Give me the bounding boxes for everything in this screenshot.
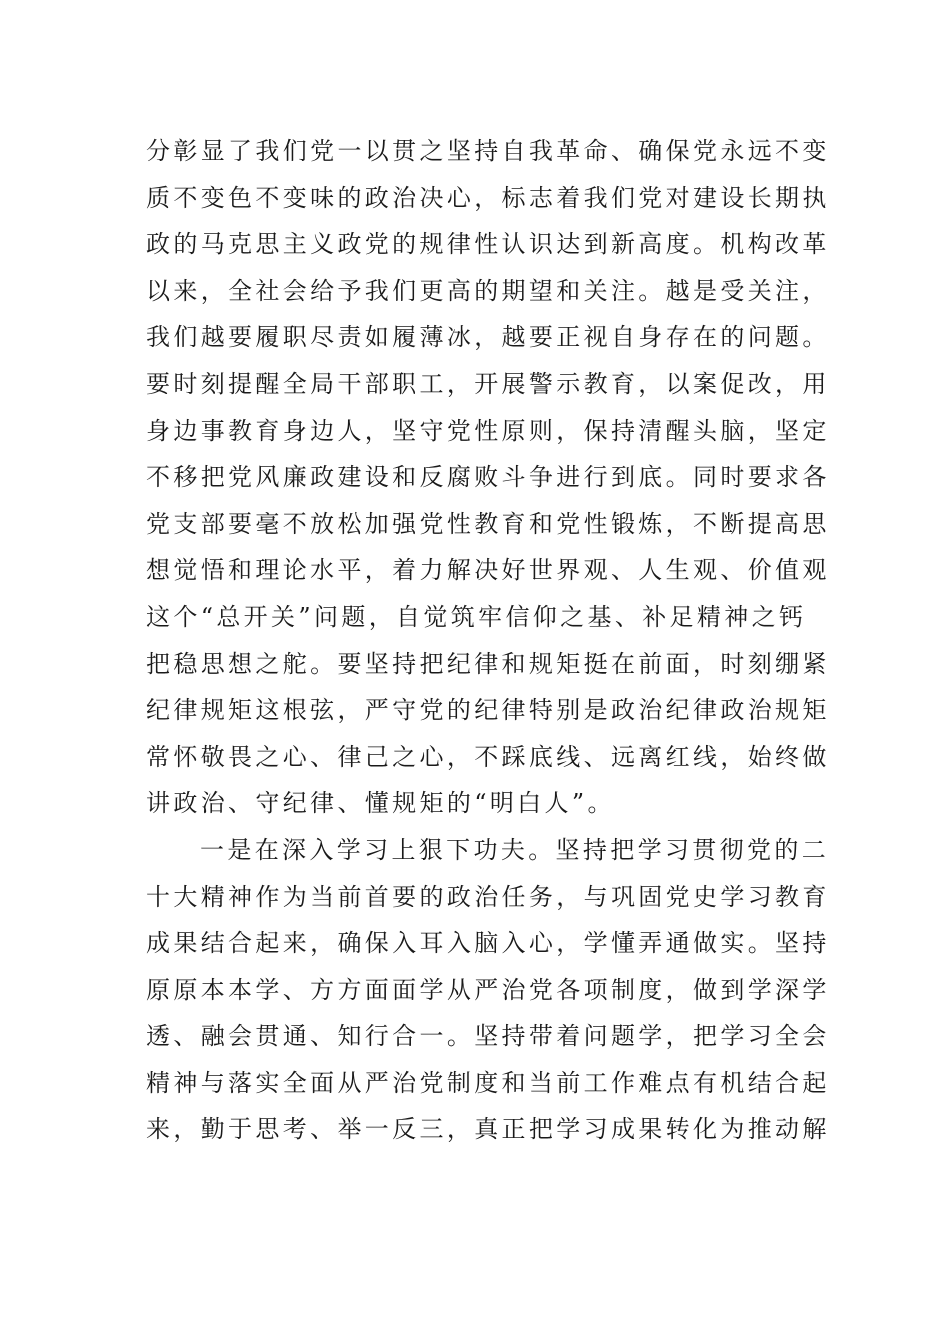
text-line: 纪律规矩这根弦，严守党的纪律特别是政治纪律政治规矩 [146,696,830,725]
document-body [146,128,836,1153]
text-line: 把稳思想之舵。要坚持把纪律和规矩挺在前面，时刻绷紧 [146,649,830,678]
text-line: 要时刻提醒全局干部职工，开展警示教育，以案促改，用 [146,369,830,398]
text-line: 来，勤于思考、举一反三，真正把学习成果转化为推动解 [146,1115,830,1144]
text-line: 成果结合起来，确保入耳入脑入心，学懂弄通做实。坚持 [146,929,830,958]
text-line: 我们越要履职尽责如履薄冰，越要正视自身存在的问题。 [146,323,830,352]
text-line: 党支部要毫不放松加强党性教育和党性锻炼，不断提高思 [146,509,830,538]
paragraph-1 [146,128,836,827]
paragraph-2 [146,827,836,1153]
text-line: 原原本本学、方方面面学从严治党各项制度，做到学深学 [146,975,830,1004]
text-line: 精神与落实全面从严治党制度和当前工作难点有机结合起 [146,1068,830,1097]
text-line: 十大精神作为当前首要的政治任务，与巩固党史学习教育 [146,882,830,911]
text-line: 质不变色不变味的政治决心，标志着我们党对建设长期执 [146,183,830,212]
text-line: 想觉悟和理论水平，着力解决好世界观、人生观、价值观 [146,556,830,585]
text-line: 常怀敬畏之心、律己之心，不踩底线、远离红线，始终做 [146,742,830,771]
text-line: 以来，全社会给予我们更高的期望和关注。越是受关注， [146,276,830,305]
text-line: 透、融会贯通、知行合一。坚持带着问题学，把学习全会 [146,1022,830,1051]
text-line: 分彰显了我们党一以贯之坚持自我革命、确保党永远不变 [146,137,830,165]
text-line: 一是在深入学习上狠下功夫。坚持把学习贯彻党的二 [200,835,830,864]
text-line: 身边事教育身边人，坚守党性原则，保持清醒头脑，坚定 [146,416,830,445]
text-line: 这个“总开关”问题，自觉筑牢信仰之基、补足精神之钙 [146,602,807,631]
text-line: 政的马克思主义政党的规律性认识达到新高度。机构改革 [146,230,830,259]
text-line: 讲政治、守纪律、懂规矩的“明白人”。 [146,789,615,818]
text-line: 不移把党风廉政建设和反腐败斗争进行到底。同时要求各 [146,463,830,492]
